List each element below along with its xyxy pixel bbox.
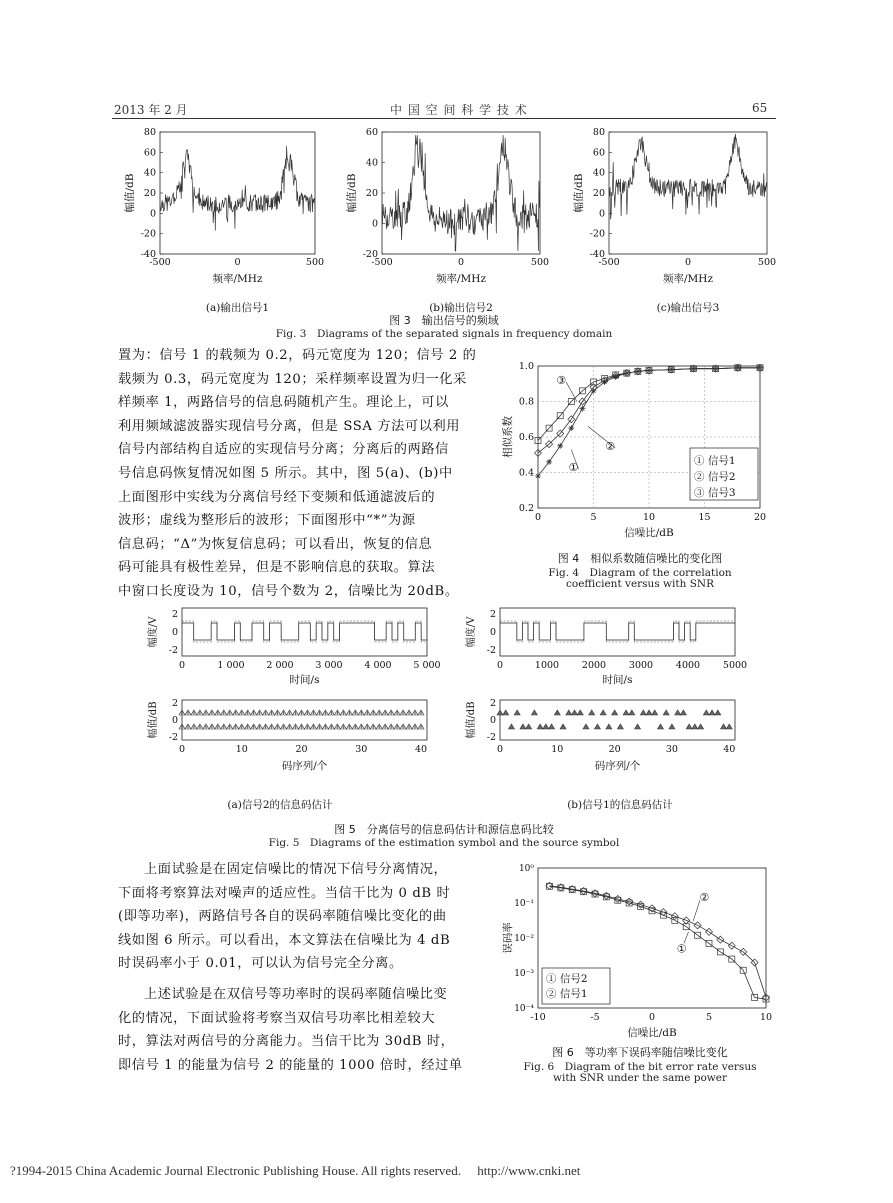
x-tick-label: 0: [534, 512, 542, 523]
legend-item: ① 信号1: [694, 455, 736, 467]
plot-frame: [182, 608, 427, 656]
fig3-subcaption: (a)输出信号1: [205, 302, 270, 314]
x-tick-label: 10: [759, 1012, 773, 1023]
text-line: 置为：信号 1 的载频为 0.2，码元宽度为 120；信号 2 的: [118, 348, 477, 363]
recovered-symbol: [508, 724, 514, 729]
y-axis-label: 幅值/dB: [346, 173, 358, 213]
recovered-symbol: [635, 724, 641, 729]
fig4-caption-cn: 图 4 相似系数随信噪比的变化图: [557, 552, 723, 565]
paragraph-3: [118, 983, 503, 1077]
recovered-symbol: [606, 724, 612, 729]
source-symbol: [377, 711, 381, 715]
plot-frame: [500, 608, 735, 656]
x-axis-label: 码序列/个: [281, 760, 328, 772]
source-symbol: [407, 725, 411, 729]
recovered-symbol: [526, 724, 532, 729]
annotation-label: ②: [699, 890, 710, 904]
source-symbol: [252, 725, 256, 729]
x-axis-label: 频率/MHz: [436, 273, 486, 285]
source-symbol: [252, 711, 256, 715]
x-axis-label: 信噪比/dB: [624, 527, 674, 539]
fig5b-caption: (b)信号1的信息码估计: [567, 799, 673, 811]
source-symbol: [264, 711, 268, 715]
legend-item: ③ 信号3: [694, 487, 736, 499]
y-tick-label: -20: [362, 249, 378, 260]
recovered-symbol: [680, 710, 686, 715]
source-symbol: [371, 711, 375, 715]
source-symbol: [377, 725, 381, 729]
source-symbol: [353, 725, 357, 729]
recovered-symbol: [543, 724, 549, 729]
source-symbol: [300, 711, 304, 715]
source-symbol: [216, 711, 220, 715]
source-symbol: [288, 711, 292, 715]
y-tick-label: 40: [592, 167, 605, 179]
text-line: 信号内部结构自适应的实现信号分离；分离后的两路信: [118, 442, 449, 458]
x-tick-label: 15: [698, 512, 711, 523]
y-tick-label: 1.0: [518, 361, 534, 372]
source-symbol: [401, 725, 405, 729]
recovered-symbol: [709, 710, 715, 715]
page-number: 65: [752, 101, 768, 115]
x-tick-label: 4 000: [364, 660, 392, 671]
journal-name: 中 国 空 间 科 学 技 术: [390, 103, 528, 117]
plot-frame: [160, 132, 315, 254]
shaped-waveform: [500, 621, 735, 642]
recovered-symbol: [646, 710, 652, 715]
legend-item: ② 信号1: [546, 988, 588, 1000]
source-symbol: [305, 725, 309, 729]
x-tick-label: 5000: [722, 660, 748, 671]
recovered-symbol: [537, 724, 543, 729]
source-symbol: [192, 711, 196, 715]
y-tick-label: -2: [486, 645, 496, 656]
x-tick-label: 0: [178, 660, 186, 671]
plot-frame: [500, 700, 735, 740]
paragraph-1: [118, 344, 503, 604]
source-symbol: [228, 711, 232, 715]
y-axis-label: 幅值/dB: [573, 173, 585, 213]
y-tick-label: 10⁻⁴: [514, 1004, 534, 1014]
source-symbol: [311, 711, 315, 715]
x-tick-label: 30: [355, 744, 368, 755]
annotation-label: ①: [676, 942, 687, 956]
y-tick-label: 80: [592, 127, 605, 138]
recovered-symbol: [589, 710, 595, 715]
recovered-symbol: [617, 724, 623, 729]
source-symbol: [240, 711, 244, 715]
x-tick-label: -5: [590, 1012, 600, 1023]
source-symbol: [246, 711, 250, 715]
x-tick-label: 0: [648, 1012, 656, 1023]
source-symbol: [383, 725, 387, 729]
source-symbol: [264, 725, 268, 729]
y-tick-label: 20: [143, 188, 156, 199]
source-symbol: [210, 711, 214, 715]
source-symbol: [282, 725, 286, 729]
y-tick-label: -40: [140, 249, 156, 260]
y-tick-label: 60: [592, 147, 605, 159]
annotation-leader: [693, 900, 700, 921]
y-tick-label: 40: [365, 157, 378, 169]
source-symbol: [359, 725, 363, 729]
source-symbol: [383, 711, 387, 715]
source-symbol: [204, 725, 208, 729]
y-tick-label: 0.6: [518, 432, 534, 443]
source-symbol: [323, 711, 327, 715]
text-line: 上述试验是在双信号等功率时的误码率随信噪比变: [144, 987, 448, 1002]
source-symbol: [204, 711, 208, 715]
text-line: 波形；虚线为整形后的波形；下面图形中“*”为源: [118, 513, 416, 529]
source-symbol: [228, 725, 232, 729]
data-point: [557, 443, 563, 449]
x-tick-label: 4000: [675, 660, 701, 671]
annotation-label: ③: [556, 374, 567, 388]
x-tick-label: 40: [723, 744, 736, 755]
source-symbol: [317, 725, 321, 729]
source-symbol: [276, 725, 280, 729]
figure-5: [140, 600, 760, 820]
source-symbol: [389, 725, 393, 729]
x-axis-label: 时间/s: [289, 674, 320, 686]
source-symbol: [198, 725, 202, 729]
recovered-symbol: [520, 724, 526, 729]
x-tick-label: 20: [608, 744, 621, 755]
recovered-symbol: [686, 724, 692, 729]
source-symbol: [258, 711, 262, 715]
plot-frame: [609, 132, 767, 254]
y-tick-label: 0.4: [518, 467, 534, 479]
fig4-caption-en-1: Fig. 4 Diagram of the correlation: [548, 567, 732, 579]
figure-6: [500, 858, 785, 1043]
text-line: 号信息码恢复情况如图 5 所示。其中，图 5(a)、(b)中: [118, 465, 453, 481]
source-symbol: [341, 711, 345, 715]
fig3-subcaption: (c)输出信号3: [656, 302, 720, 314]
text-line: 信息码；“Δ”为恢复信息码；可以看出，恢复的信息: [118, 536, 433, 552]
recovered-symbol: [577, 710, 583, 715]
filtered-waveform: [500, 623, 735, 640]
source-symbol: [413, 711, 417, 715]
x-tick-label: 0: [457, 257, 465, 268]
recovered-symbol: [514, 710, 520, 715]
y-tick-label: 0: [598, 208, 605, 220]
text-line: 样频率 1，两路信号的信息码随机产生。理论上，可以: [118, 395, 449, 411]
recovered-symbol: [669, 724, 675, 729]
fig5a-caption: (a)信号2的信息码估计: [227, 799, 333, 811]
y-tick-label: 0: [489, 627, 496, 638]
recovered-symbol: [554, 710, 560, 715]
x-tick-label: -500: [371, 257, 393, 268]
recovered-symbol: [549, 724, 555, 729]
y-tick-label: -2: [486, 732, 496, 743]
x-tick-label: 0: [234, 257, 241, 268]
y-tick-label: 2: [489, 609, 496, 620]
y-tick-label: 10⁻³: [514, 969, 534, 979]
text-line: 上面试验是在固定信噪比的情况下信号分离情况，: [144, 862, 448, 877]
source-symbol: [347, 711, 351, 715]
plot-frame: [382, 132, 540, 254]
text-line: 码可能具有极性差异，但是不影响信息的获取。算法: [118, 560, 436, 576]
y-tick-label: 0: [371, 218, 378, 230]
legend-item: ① 信号2: [546, 973, 588, 985]
source-symbol: [180, 711, 184, 715]
y-tick-label: -40: [589, 249, 605, 260]
y-tick-label: 2: [171, 609, 178, 620]
y-axis-label: 幅值/dB: [124, 173, 136, 213]
y-tick-label: 20: [365, 188, 378, 199]
recovered-symbol: [503, 710, 509, 715]
x-tick-label: 20: [753, 512, 767, 523]
x-tick-label: 0: [496, 744, 504, 755]
filtered-waveform: [182, 623, 427, 640]
source-symbol: [270, 725, 274, 729]
fig5-caption-en: Fig. 5 Diagrams of the estimation symbol and the source symbol: [268, 837, 620, 849]
recovered-symbol: [721, 724, 727, 729]
source-symbol: [234, 725, 238, 729]
x-tick-label: 0: [496, 660, 504, 671]
data-point: [568, 425, 574, 431]
recovered-symbol: [566, 710, 572, 715]
source-symbol: [347, 725, 351, 729]
x-tick-label: 5 000: [413, 660, 441, 671]
fig3-subcaption: (b)输出信号2: [429, 302, 493, 314]
annotation-label: ①: [568, 461, 579, 475]
x-tick-label: 500: [305, 257, 325, 268]
x-tick-label: 1 000: [217, 660, 245, 671]
recovered-symbol: [640, 710, 646, 715]
y-tick-label: 40: [143, 167, 156, 179]
source-symbol: [246, 725, 250, 729]
data-point: [579, 406, 585, 412]
recovered-symbol: [726, 724, 732, 729]
source-symbol: [395, 725, 399, 729]
x-tick-label: 40: [414, 744, 428, 755]
y-tick-label: 2: [489, 698, 496, 709]
recovered-symbol: [652, 710, 658, 715]
footer-copyright: ?1994-2015 China Academic Journal Electronic Publishing House. All rights reserved. http://www.cnki.net: [10, 1163, 581, 1178]
source-symbol: [282, 711, 286, 715]
y-axis-label: 幅值/dB: [466, 701, 477, 739]
spectrum-line: [609, 134, 767, 219]
y-tick-label: -20: [589, 228, 605, 240]
source-symbol: [335, 711, 339, 715]
x-tick-label: 20: [295, 744, 308, 755]
source-symbol: [335, 725, 339, 729]
source-symbol: [186, 711, 190, 715]
source-symbol: [222, 725, 226, 729]
recovered-symbol: [629, 710, 635, 715]
y-tick-label: 0.8: [518, 396, 534, 408]
shaped-waveform: [182, 621, 427, 642]
fig6-caption-cn: 图 6 等功率下误码率随信噪比变化: [552, 1046, 728, 1059]
fig5-caption-cn: 图 5 分离信号的信息码估计和源信息码比较: [334, 823, 554, 836]
source-symbol: [329, 725, 333, 729]
source-symbol: [317, 711, 321, 715]
source-symbol: [341, 725, 345, 729]
source-symbol: [389, 711, 393, 715]
x-axis-label: 码序列/个: [594, 760, 641, 772]
x-tick-label: 0: [178, 744, 186, 755]
source-symbol: [419, 711, 423, 715]
y-axis-label: 幅度/V: [466, 616, 477, 648]
fig6-caption-en-1: Fig. 6 Diagram of the bit error rate versus: [523, 1061, 757, 1073]
y-tick-label: 80: [143, 127, 156, 138]
text-line: 利用频域滤波器实现信号分离，但是 SSA 方法可以利用: [118, 418, 461, 434]
x-tick-label: -500: [149, 257, 171, 268]
x-tick-label: 5: [705, 1012, 713, 1023]
y-tick-label: 10⁻²: [514, 934, 534, 944]
source-symbol: [210, 725, 214, 729]
source-symbol: [329, 711, 333, 715]
y-tick-label: 0: [149, 208, 156, 220]
fig3-caption-en: Fig. 3 Diagrams of the separated signals in frequency domain: [275, 328, 613, 340]
y-axis-label: 相似系数: [502, 416, 514, 458]
recovered-symbol: [675, 710, 681, 715]
source-symbol: [365, 711, 369, 715]
text-line: 载频为 0.3，码元宽度为 120；采样频率设置为归一化采: [118, 371, 467, 387]
source-symbol: [407, 711, 411, 715]
source-symbol: [186, 725, 190, 729]
source-symbol: [216, 725, 220, 729]
source-symbol: [222, 711, 226, 715]
recovered-symbol: [703, 710, 709, 715]
x-tick-label: 30: [665, 744, 678, 755]
x-tick-label: 10: [642, 512, 656, 523]
source-symbol: [198, 711, 202, 715]
x-axis-label: 时间/s: [602, 674, 633, 686]
y-tick-label: -2: [168, 645, 178, 656]
text-line: (即等功率)，两路信号各自的误码率随信噪比变化的曲: [118, 909, 447, 925]
paragraph-2: [118, 858, 503, 976]
x-axis-label: 频率/MHz: [663, 273, 713, 285]
fig3-caption-cn: 图 3 输出信号的频域: [389, 314, 499, 327]
x-tick-label: 10: [235, 744, 248, 755]
source-symbol: [276, 711, 280, 715]
x-tick-label: -500: [598, 257, 620, 268]
recovered-symbol: [657, 724, 663, 729]
plot-frame: [182, 700, 427, 740]
text-line: 中窗口长度设为 10，信号个数为 2，信噪比为 20dB。: [118, 583, 459, 599]
source-symbol: [240, 725, 244, 729]
y-axis-label: 幅度/V: [148, 616, 159, 648]
spectrum-line: [160, 146, 315, 230]
source-symbol: [419, 725, 423, 729]
y-tick-label: 10⁰: [518, 864, 534, 874]
header-rule: [112, 118, 776, 119]
recovered-symbol: [612, 710, 618, 715]
recovered-symbol: [497, 710, 503, 715]
source-symbol: [323, 725, 327, 729]
source-symbol: [365, 725, 369, 729]
x-tick-label: 500: [530, 257, 550, 268]
y-tick-label: 10⁻¹: [514, 899, 534, 909]
source-symbol: [258, 725, 262, 729]
text-line: 化的情况，下面试验将考察当双信号功率比相差较大: [118, 1010, 436, 1026]
source-symbol: [234, 711, 238, 715]
recovered-symbol: [715, 710, 721, 715]
source-symbol: [305, 711, 309, 715]
x-tick-label: 5: [590, 512, 597, 523]
text-line: 时误码率小于 0.01，可以认为信号完全分离。: [118, 956, 403, 972]
text-line: 下面将考察算法对噪声的适应性。当信干比为 0 dB 时: [118, 885, 451, 901]
recovered-symbol: [594, 724, 600, 729]
recovered-symbol: [560, 724, 566, 729]
recovered-symbol: [572, 710, 578, 715]
source-symbol: [294, 711, 298, 715]
y-tick-label: -2: [168, 732, 178, 743]
recovered-symbol: [600, 710, 606, 715]
y-tick-label: 2: [171, 698, 178, 709]
y-tick-label: 0: [171, 627, 178, 638]
source-symbol: [192, 725, 196, 729]
y-axis-label: 误码率: [502, 922, 514, 954]
legend-item: ② 信号2: [694, 471, 736, 483]
x-axis-label: 频率/MHz: [212, 273, 263, 285]
text-line: 即信号 1 的能量为信号 2 的能量的 1000 倍时，经过单: [118, 1057, 463, 1073]
x-tick-label: 3000: [628, 660, 654, 671]
annotation-label: ②: [605, 439, 616, 453]
x-tick-label: 10: [551, 744, 564, 755]
source-symbol: [294, 725, 298, 729]
recovered-symbol: [583, 724, 589, 729]
y-tick-label: 60: [365, 127, 378, 138]
x-tick-label: 500: [757, 257, 777, 268]
recovered-symbol: [692, 724, 698, 729]
header-date: 2013 年 2 月: [114, 103, 188, 117]
y-tick-label: 60: [143, 147, 156, 159]
x-tick-label: 1000: [534, 660, 560, 671]
x-tick-label: -10: [530, 1012, 546, 1023]
y-tick-label: -20: [140, 228, 156, 240]
x-axis-label: 信噪比/dB: [627, 1027, 677, 1039]
text-line: 时，算法对两信号的分离能力。当信干比为 30dB 时，: [118, 1034, 455, 1050]
y-axis-label: 幅值/dB: [148, 701, 159, 739]
source-symbol: [288, 725, 292, 729]
source-symbol: [311, 725, 315, 729]
fig4-caption-en-2: coefficient versus with SNR: [566, 578, 714, 590]
source-symbol: [395, 711, 399, 715]
y-tick-label: 0: [489, 715, 496, 726]
x-tick-label: 2 000: [266, 660, 294, 671]
source-symbol: [180, 725, 184, 729]
source-symbol: [401, 711, 405, 715]
x-tick-label: 2000: [581, 660, 607, 671]
recovered-symbol: [623, 710, 629, 715]
text-line: 线如图 6 所示。可以看出，本文算法在信噪比为 4 dB: [118, 932, 451, 948]
fig6-caption-en-2: with SNR under the same power: [552, 1072, 728, 1084]
recovered-symbol: [531, 710, 537, 715]
spectrum-line: [382, 135, 540, 251]
source-symbol: [371, 725, 375, 729]
figure-4: [500, 360, 780, 545]
source-symbol: [413, 725, 417, 729]
recovered-symbol: [698, 724, 704, 729]
source-symbol: [300, 725, 304, 729]
x-tick-label: 3 000: [315, 660, 343, 671]
y-tick-label: 20: [592, 188, 605, 199]
source-symbol: [359, 711, 363, 715]
source-symbol: [270, 711, 274, 715]
y-tick-label: 0.2: [518, 503, 534, 514]
text-line: 上面图形中实线为分离信号经下变频和低通滤波后的: [118, 489, 436, 505]
source-symbol: [353, 711, 357, 715]
recovered-symbol: [663, 710, 669, 715]
y-tick-label: 0: [171, 715, 178, 726]
x-tick-label: 0: [684, 257, 692, 268]
